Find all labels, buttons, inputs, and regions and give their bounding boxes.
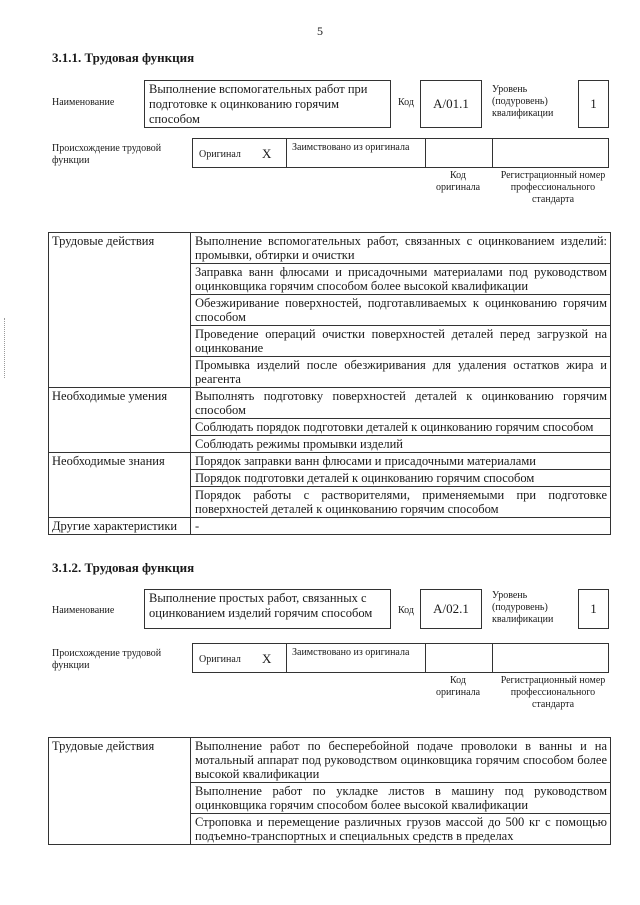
code-label: Код (398, 97, 414, 108)
code-original-label: Код оригинала (435, 675, 481, 698)
row-label: Необходимые знания (49, 453, 191, 518)
section-heading: 3.1.1. Трудовая функция (52, 50, 195, 65)
table-cell: Проведение операций очистки поверхностей деталей перед загрузкой на оцинкование (191, 326, 611, 357)
page-number: 5 (317, 24, 323, 38)
row-label: Другие характеристики (49, 518, 191, 535)
borrowed-label: Заимствовано из оригинала (292, 142, 410, 153)
table-cell: Соблюдать порядок подготовки деталей к оцинкованию горячим способом (191, 419, 611, 436)
row-label: Трудовые действия (49, 738, 191, 845)
level-box: 1 (578, 80, 609, 128)
original-mark: X (262, 651, 272, 666)
reg-number-label: Регистрационный номер профессионального стандарта (500, 675, 606, 710)
code-box: A/01.1 (420, 80, 482, 128)
table-cell: Порядок заправки ванн флюсами и присадочными материалами (191, 453, 611, 470)
code-label: Код (398, 605, 414, 616)
table-cell: Соблюдать режимы промывки изделий (191, 436, 611, 453)
reg-number-label: Регистрационный номер профессионального стандарта (500, 170, 606, 205)
row-label: Необходимые умения (49, 388, 191, 453)
table-cell: - (191, 518, 611, 535)
original-label: Оригинал (199, 654, 241, 665)
work-function-table (48, 232, 611, 535)
table-cell: Порядок работы с растворителями, применяемыми при подготовке поверхностей деталей к оцинкованию горячим способом (191, 487, 611, 518)
section-heading: 3.1.2. Трудовая функция (52, 560, 195, 575)
borrowed-label: Заимствовано из оригинала (292, 647, 410, 658)
row-label: Трудовые действия (49, 233, 191, 388)
table-cell: Строповка и перемещение различных грузов массой до 500 кг с помощью подъемно-транспортных и специальных средств в пределах (191, 814, 611, 845)
origin-label: Происхождение трудовой функции (52, 143, 162, 166)
level-label: Уровень (подуровень) квалификации (492, 590, 554, 625)
code-original-label: Код оригинала (435, 170, 481, 193)
level-box: 1 (578, 589, 609, 629)
code-original-cell (425, 138, 493, 168)
scan-margin-mark (4, 318, 6, 378)
function-name-box: Выполнение вспомогательных работ при подготовке к оцинкованию горячим способом (144, 80, 391, 128)
name-label: Наименование (52, 605, 115, 616)
name-label: Наименование (52, 97, 115, 108)
table-cell: Выполнение работ по бесперебойной подаче проволоки в ванны и на мотальный аппарат под руководством оцинковщика горячим способом более высокой квалификации (191, 738, 611, 783)
code-box: A/02.1 (420, 589, 482, 629)
table-cell: Заправка ванн флюсами и присадочными материалами под руководством оцинковщика горячим способом более высокой квалификации (191, 264, 611, 295)
table-cell: Выполнять подготовку поверхностей деталей к оцинкованию горячим способом (191, 388, 611, 419)
work-function-table (48, 737, 611, 845)
original-mark: X (262, 146, 272, 161)
code-original-cell (425, 643, 493, 673)
original-label: Оригинал (199, 149, 241, 160)
origin-label: Происхождение трудовой функции (52, 648, 162, 671)
table-cell: Порядок подготовки деталей к оцинкованию горячим способом (191, 470, 611, 487)
table-cell: Выполнение вспомогательных работ, связанных с оцинкованием изделий: промывки, обтирки и очистки (191, 233, 611, 264)
table-cell: Обезжиривание поверхностей, подготавливаемых к оцинкованию горячим способом (191, 295, 611, 326)
table-cell: Промывка изделий после обезжиривания для удаления остатков жира и реагента (191, 357, 611, 388)
function-name-box: Выполнение простых работ, связанных с оцинкованием изделий горячим способом (144, 589, 391, 629)
level-label: Уровень (подуровень) квалификации (492, 84, 554, 119)
table-cell: Выполнение работ по укладке листов в машину под руководством оцинковщика горячим способом более высокой квалификации (191, 783, 611, 814)
